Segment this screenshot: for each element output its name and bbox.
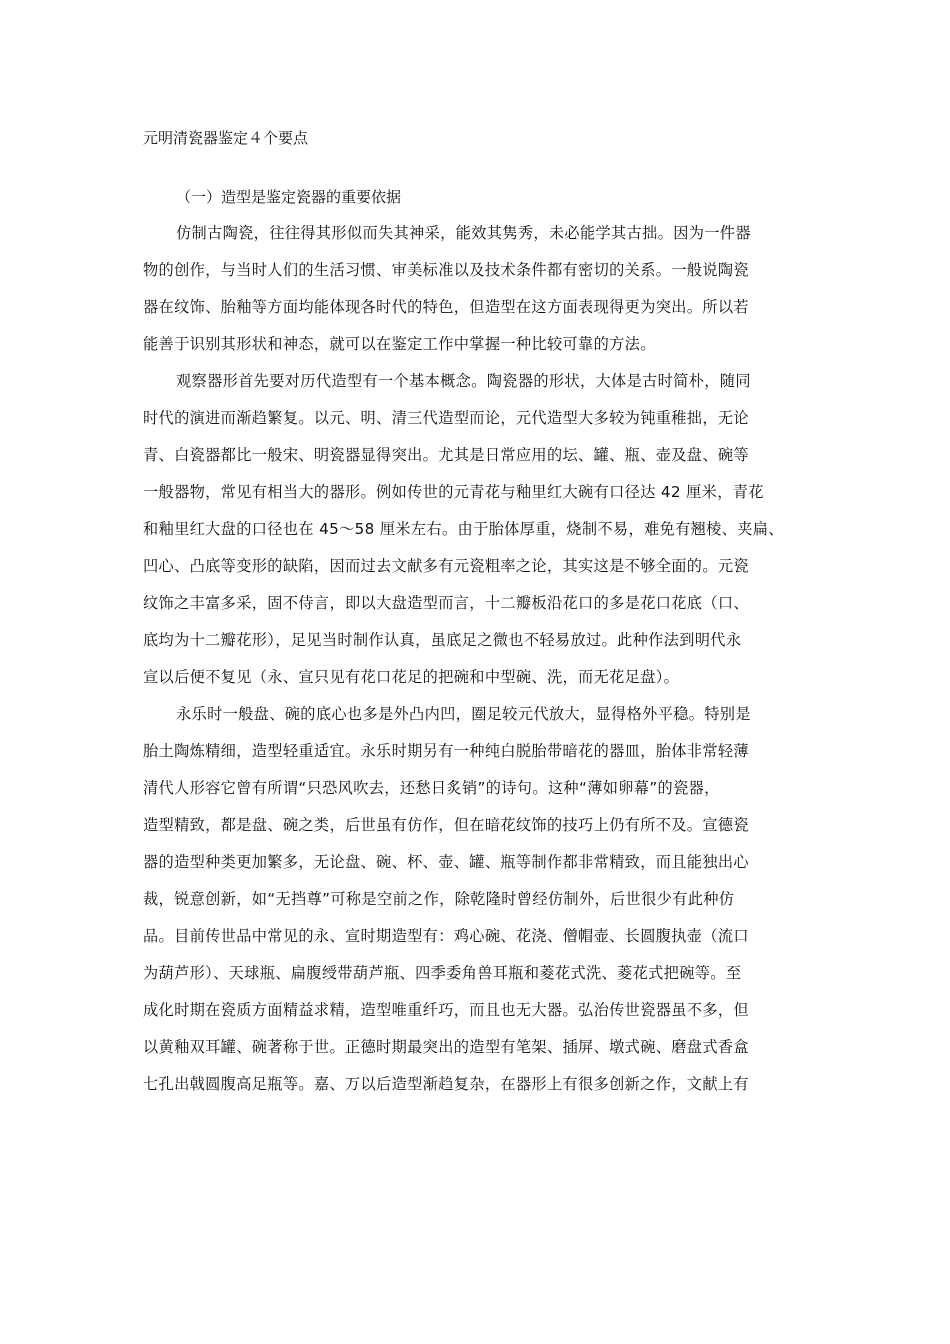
paragraph-line: 一般器物，常见有相当大的器形。例如传世的元青花与釉里红大碗有口径达 42 厘米，青花 [143,483,764,501]
paragraph-line: 观察器形首先要对历代造型有一个基本概念。陶瓷器的形状，大体是古时简朴，随同 [176,372,751,390]
paragraph-line: 为葫芦形）、天球瓶、扁腹绶带葫芦瓶、四季委角兽耳瓶和菱花式洗、菱花式把碗等。至 [143,964,742,982]
paragraph-line: 能善于识别其形状和神态，就可以在鉴定工作中掌握一种比较可靠的方法。 [143,335,656,353]
paragraph-line: 物的创作，与当时人们的生活习惯、审美标准以及技术条件都有密切的关系。一般说陶瓷 [143,261,749,279]
paragraph-line: 器在纹饰、胎釉等方面均能体现各时代的特色，但造型在这方面表现得更为突出。所以若 [143,298,749,316]
paragraph-line: 底均为十二瓣花形），足见当时制作认真，虽底足之微也不轻易放过。此种作法到明代永 [143,631,742,649]
paragraph-line: 造型精致，都是盘、碗之类，后世虽有仿作，但在暗花纹饰的技巧上仍有所不及。宣德瓷 [143,816,749,834]
document-title: 元明清瓷器鉴定４个要点 [143,129,309,147]
paragraph-line: 仿制古陶瓷，往往得其形似而失其神采，能效其隽秀，未必能学其古拙。因为一件器 [176,224,751,242]
paragraph-line: 品。目前传世品中常见的永、宣时期造型有：鸡心碗、花浇、僧帽壶、长圆腹执壶（流口 [143,927,749,945]
paragraph-line: 和釉里红大盘的口径也在 45～58 厘米左右。由于胎体厚重，烧制不易，难免有翘棱、夹扁、 [143,520,784,538]
paragraph-line: 器的造型种类更加繁多，无论盘、碗、杯、壶、罐、瓶等制作都非常精致，而且能独出心 [143,853,749,871]
paragraph-line: 裁，锐意创新，如“无挡尊”可称是空前之作，除乾隆时曾经仿制外，后世很少有此种仿 [143,890,735,908]
paragraph-line: 七孔出戟圆腹高足瓶等。嘉、万以后造型渐趋复杂，在器形上有很多创新之作，文献上有 [143,1075,749,1093]
paragraph-line: 胎土陶炼精细，造型轻重适宜。永乐时期另有一种纯白脱胎带暗花的器皿，胎体非常轻薄 [143,742,749,760]
paragraph-line: 永乐时一般盘、碗的底心也多是外凸内凹，圈足较元代放大，显得格外平稳。特别是 [176,705,751,723]
paragraph-line: 成化时期在瓷质方面精益求精，造型唯重纤巧，而且也无大器。弘治传世瓷器虽不多，但 [143,1001,749,1019]
paragraph-line: 时代的演进而渐趋繁复。以元、明、清三代造型而论，元代造型大多较为钝重稚拙，无论 [143,409,749,427]
paragraph-line: 凹心、凸底等变形的缺陷，因而过去文献多有元瓷粗率之论，其实这是不够全面的。元瓷 [143,557,749,575]
paragraph-line: 青、白瓷器都比一般宋、明瓷器显得突出。尤其是日常应用的坛、罐、瓶、壶及盘、碗等 [143,446,749,464]
section-heading: （一）造型是鉴定瓷器的重要依据 [176,188,402,206]
paragraph-line: 宣以后便不复见（永、宣只见有花口花足的把碗和中型碗、洗，而无花足盘）。 [143,668,680,686]
paragraph-line: 纹饰之丰富多采，固不侍言，即以大盘造型而言，十二瓣板沿花口的多是花口花底（口、 [143,594,749,612]
paragraph-line: 清代人形容它曾有所谓“只恐风吹去，还愁日炙销”的诗句。这种“薄如卵幕”的瓷器， [143,779,720,797]
paragraph-line: 以黄釉双耳罐、碗著称于世。正德时期最突出的造型有笔架、插屏、墩式碗、磨盘式香盒 [143,1038,749,1056]
